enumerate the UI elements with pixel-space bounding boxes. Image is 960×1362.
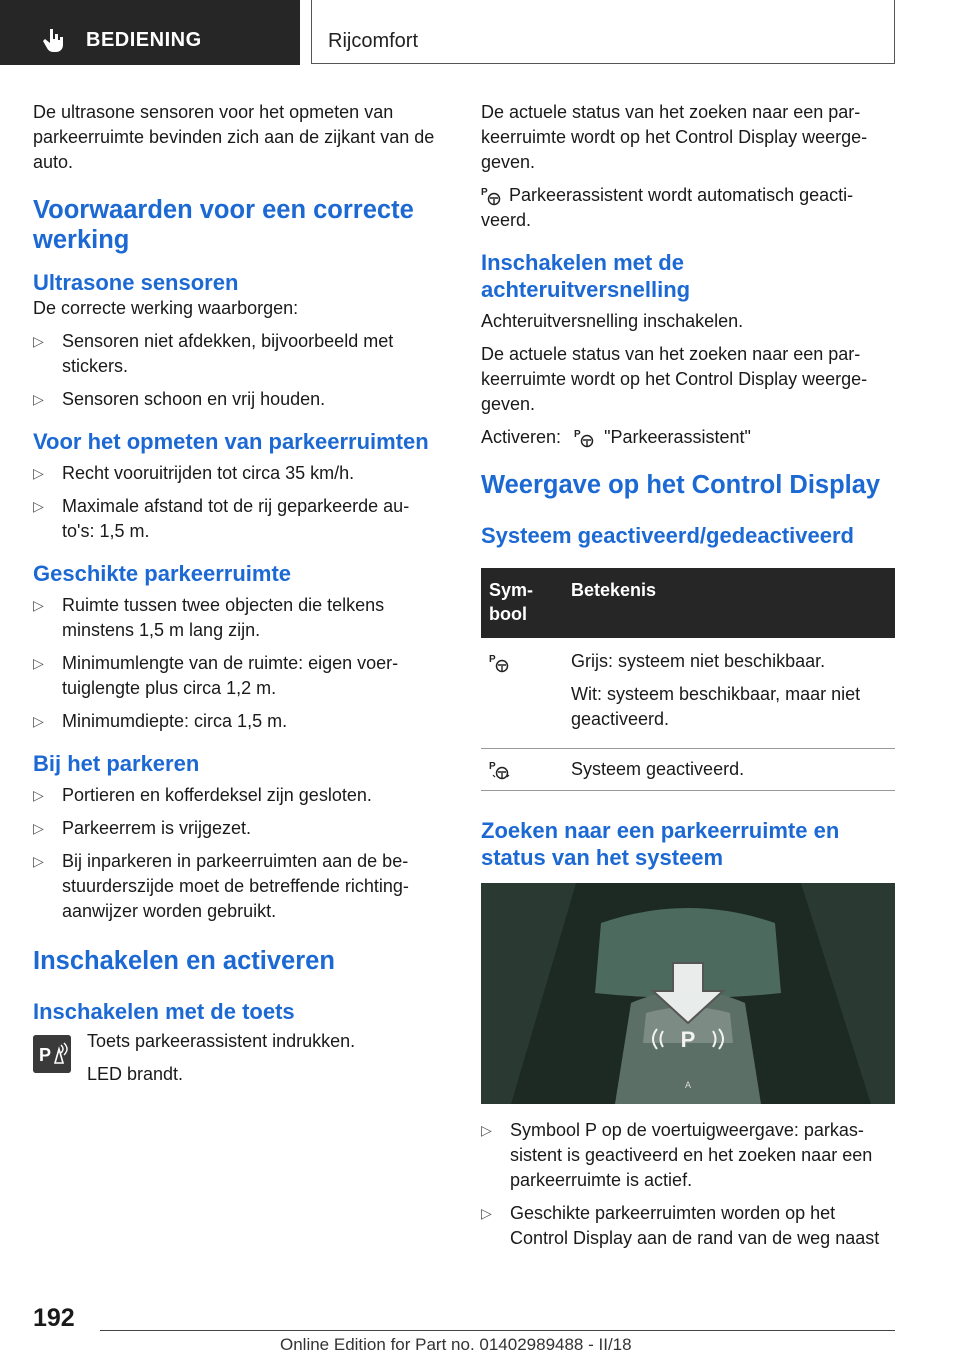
bullet-icon: ▷ <box>33 465 44 481</box>
sensors-list <box>33 329 438 412</box>
list-item: ▷ Geschikte parkeerruimten worden op het Control Display aan de rand van de weg naast <box>481 1203 880 1248</box>
parking-assistant-active-icon <box>489 760 511 780</box>
left-column <box>33 100 438 1095</box>
bullet-icon: ▷ <box>33 655 44 671</box>
search-list <box>481 1118 896 1251</box>
control-display-photo <box>481 883 895 1104</box>
column-header-meaning: Betekenis <box>563 568 895 638</box>
button-instruction <box>33 1029 438 1087</box>
svg-text:P: P <box>489 761 496 773</box>
list-item: ▷ Sensoren schoon en vrij houden. <box>33 387 438 412</box>
meaning-cell: Grijs: systeem niet beschikbaar. Wit: systeem beschikbaar, maar niet geactiveerd. <box>563 638 895 749</box>
status-paragraph-2: De actuele status van het zoeken naar een par-keerruimte wordt op het Control Display weerge-geven. <box>481 344 868 414</box>
footer-edition: Online Edition for Part no. 01402989488 - II/18 <box>280 1335 632 1354</box>
button-text-2: LED brandt. <box>87 1064 184 1084</box>
heading-search: Zoeken naar een parkeerruimte en status van het systeem <box>481 818 840 870</box>
status-paragraph: De actuele status van het zoeken naar een par-keerruimte wordt op het Control Display weerge-geven. <box>481 102 868 172</box>
list-item: ▷ Symbool P op de voertuigweergave: parkas-sistent is geactiveerd en het zoeken naar een parkeerruimte is actief. <box>481 1120 873 1190</box>
heading-parking: Bij het parkeren <box>33 751 200 776</box>
hand-pointer-icon <box>42 27 66 53</box>
list-item: ▷ Maximale afstand tot de rij geparkeerde au-to's: 1,5 m. <box>33 496 410 541</box>
list-item: ▷ Portieren en kofferdeksel zijn gesloten. <box>33 783 438 808</box>
heading-display: Weergave op het Control Display <box>481 471 881 499</box>
section-title: BEDIENING <box>86 29 202 51</box>
page-number: 192 <box>33 1304 75 1332</box>
section-tab <box>0 0 300 65</box>
bullet-icon: ▷ <box>33 597 44 613</box>
measure-list <box>33 461 438 544</box>
bullet-icon: ▷ <box>33 333 44 349</box>
svg-text:P: P <box>39 1045 52 1065</box>
bullet-icon: ▷ <box>33 820 44 836</box>
bullet-icon: ▷ <box>33 498 44 514</box>
button-text-1: Toets parkeerassistent indrukken. <box>87 1031 356 1051</box>
meaning-cell: Systeem geactiveerd. <box>563 749 895 791</box>
svg-text:P: P <box>489 654 496 666</box>
bullet-icon: ▷ <box>33 787 44 803</box>
parking-list <box>33 783 438 924</box>
activate-line: Activeren: P "Parkeerassistent" <box>481 427 751 447</box>
table-header-row <box>481 568 895 638</box>
bullet-icon: ▷ <box>33 853 44 869</box>
column-header-symbol: Sym-bool <box>481 568 563 638</box>
heading-conditions: Voorwaarden voor een correcte werking <box>33 196 414 254</box>
auto-activated-paragraph: P Parkeerassistent wordt automatisch geacti-veerd. <box>481 185 854 230</box>
heading-switch: Inschakelen en activeren <box>33 947 335 975</box>
bullet-icon: ▷ <box>481 1122 492 1138</box>
heading-measure: Voor het opmeten van parkeerruimten <box>33 429 429 454</box>
list-item: ▷ Minimumlengte van de ruimte: eigen voer-tuiglengte plus circa 1,2 m. <box>33 653 399 698</box>
list-item: ▷ Recht vooruitrijden tot circa 35 km/h. <box>33 461 438 486</box>
parking-assistant-icon <box>574 428 596 448</box>
suitable-list <box>33 593 438 734</box>
chapter-title: Rijcomfort <box>328 30 419 52</box>
parking-assistant-icon <box>481 186 503 206</box>
right-column <box>481 100 896 1259</box>
reverse-paragraph: Achteruitversnelling inschakelen. <box>481 311 744 331</box>
sensors-intro: De correcte werking waarborgen: <box>33 298 299 318</box>
list-item: ▷ Ruimte tussen twee objecten die telkens minstens 1,5 m lang zijn. <box>33 595 385 640</box>
symbol-table <box>481 568 895 791</box>
symbol-cell <box>481 749 563 791</box>
list-item: ▷ Minimumdiepte: circa 1,5 m. <box>33 709 438 734</box>
footer-divider <box>100 1330 895 1331</box>
heading-suitable: Geschikte parkeerruimte <box>33 561 292 586</box>
bullet-icon: ▷ <box>481 1205 492 1221</box>
list-item: ▷ Bij inparkeren in parkeerruimten aan de be-stuurderszijde moet de betreffende richting-aanwijzer worden gebruikt. <box>33 851 409 921</box>
photo-small-label: A <box>684 1080 692 1090</box>
bullet-icon: ▷ <box>33 713 44 729</box>
list-item: ▷ Parkeerrem is vrijgezet. <box>33 816 438 841</box>
list-item: ▷ Sensoren niet afdekken, bijvoorbeeld met stickers. <box>33 331 394 376</box>
svg-text:P: P <box>574 429 581 441</box>
heading-sensors: Ultrasone sensoren <box>33 270 239 295</box>
heading-reverse: Inschakelen met de achteruitversnelling <box>481 250 691 302</box>
svg-text:P: P <box>481 187 488 199</box>
chapter-tab <box>311 0 895 64</box>
heading-system: Systeem geactiveerd/gedeactiveerd <box>481 523 854 548</box>
bullet-icon: ▷ <box>33 391 44 407</box>
intro-paragraph: De ultrasone sensoren voor het opmeten van parkeerruimte bevinden zich aan de zijkant van de auto. <box>33 102 435 172</box>
heading-button: Inschakelen met de toets <box>33 999 295 1024</box>
symbol-cell <box>481 638 563 749</box>
table-row <box>481 749 895 791</box>
park-assist-button-icon <box>33 1035 71 1073</box>
photo-p-label: P <box>680 1027 696 1052</box>
table-row <box>481 638 895 749</box>
parking-assistant-icon <box>489 653 511 673</box>
